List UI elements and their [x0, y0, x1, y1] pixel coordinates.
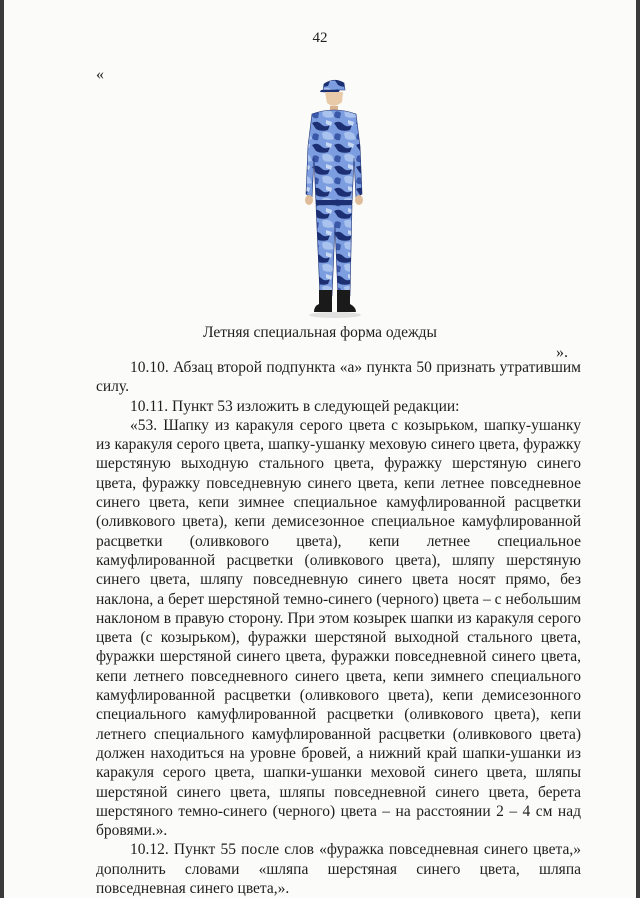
document-body [96, 358, 581, 898]
page-number: 42 [312, 30, 328, 46]
closing-quote-mark: ». [556, 344, 568, 361]
paragraph-10-10: 10.10. Абзац второй подпункта «а» пункта 50 признать утратившим силу. [96, 359, 581, 396]
paragraph-10-12: 10.12. Пункт 55 после слов «фуражка повседневная синего цвета,» дополнить словами «шляпа шерстяная синего цвета, шляпа повседневная синего цвета,». [96, 841, 581, 898]
document-page [4, 0, 636, 898]
paragraph-10-11: 10.11. Пункт 53 изложить в следующей редакции: [130, 397, 460, 415]
uniform-figure-icon [290, 76, 380, 326]
figure-caption: Летняя специальная форма одежды [203, 324, 437, 341]
paragraph-53-text: «53. Шапку из каракуля серого цвета с козырьком, шапку-ушанку из каракуля серого цвета, шапку-ушанку меховую синего цвета, фуражку шерстяную выходную стального цвета, фуражку шерстяную синего цвета, фуражку повседневную синего цвета, кепи летнее повседневное синего цвета, кепи зимнее специальное камуфлированной расцветки (оливкового цвета), кепи демисезонное специальное камуфлированной расцветки (оливкового цвета), кепи летнее специальное камуфлированной расцветки (оливкового цвета), шляпу шерстяную синего цвета, шляпу повседневную синего цвета носят прямо, без наклона, а берет шерстяной темно-синего (черного) цвета – с небольшим наклоном в правую сторону. При этом козырек шапки из каракуля серого цвета (с козырьком), фуражки шерстяной выходной стального цвета, фуражки шерстяной синего цвета, фуражки повседневной синего цвета, кепи летнего повседневного синего цвета, кепи зимнего специального камуфлированной расцветки (оливкового цвета), кепи демисезонного специального камуфлированной расцветки (оливкового цвета), кепи летнего специального камуфлированной расцветки (оливкового цвета) должен находиться на уровне бровей, а нижний край шапки-ушанки из каракуля серого цвета, шапки-ушанки меховой синего цвета, шляпы шерстяной синего цвета, шляпы повседневной синего цвета, берета шерстяного темно-синего (черного) цвета – на расстоянии 2 – 4 см над бровями.». [96, 416, 581, 840]
opening-quote-mark: « [96, 66, 104, 83]
